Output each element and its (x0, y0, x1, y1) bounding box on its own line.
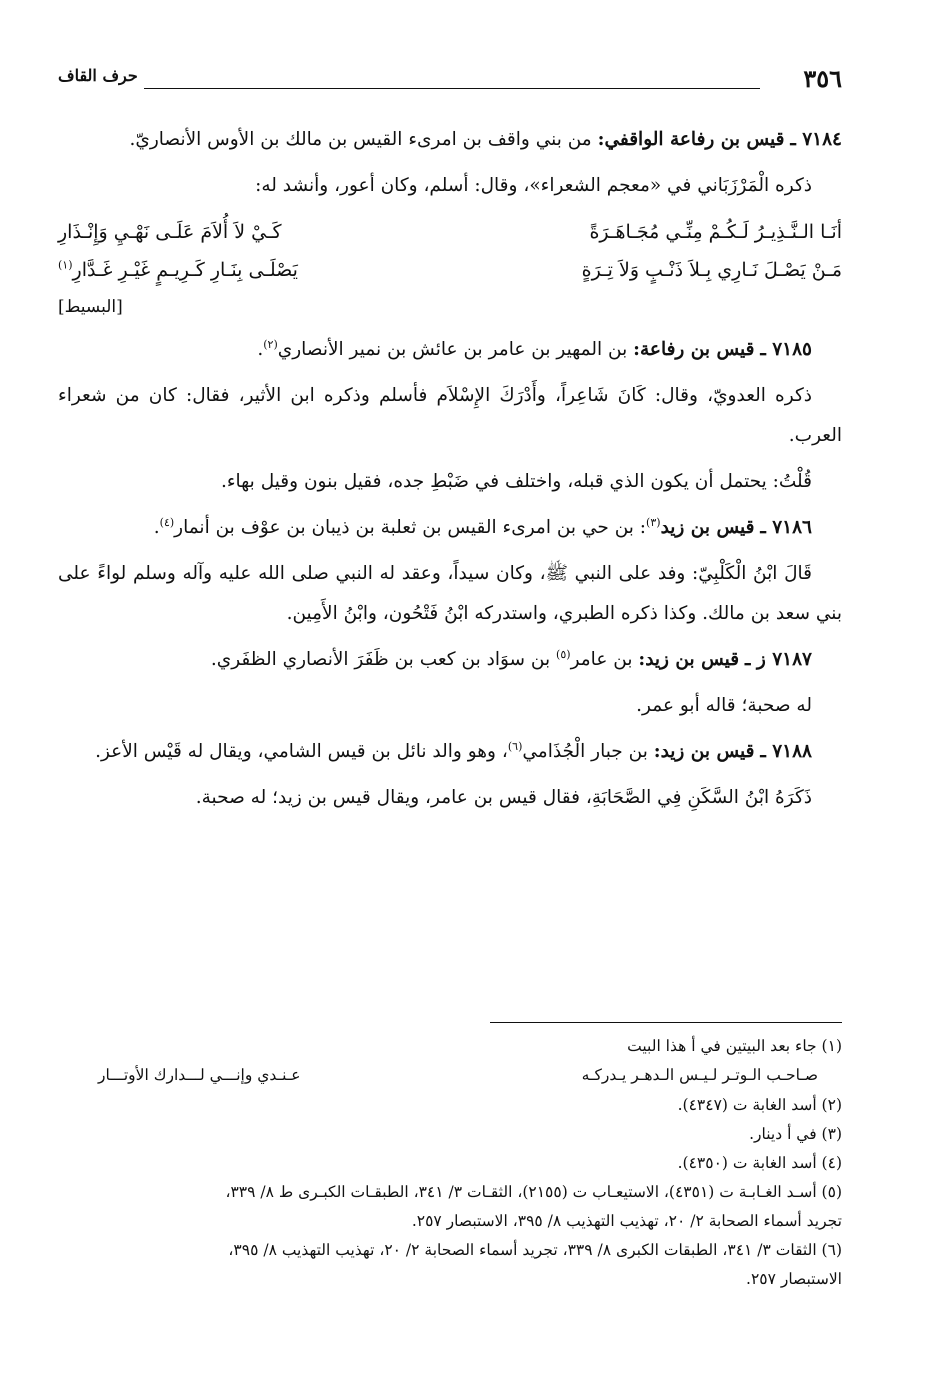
footnote-ref: (٤) (159, 515, 175, 529)
entry-7186-paragraph: قَالَ ابْنُ الْكَلْبِيّ: وفد على النبي ﷺ، وكان سيداً، وعقد له النبي صلى الله عليه وآله وسلم لواءً على بني سعد بن مالك. وكذا ذكره الطبري، واستدركه ابْنُ فَتْحُون، وابْنُ الأَمِين. (58, 563, 842, 624)
entry-text: بن المهير بن عامر بن عائش بن نمير الأنصاري (277, 339, 628, 360)
verse-hemistich: يَصْلَـى بِنَـارِ كَـرِيـمٍ غَيْـرِ غَـدَّارِ (72, 259, 298, 281)
entry-text: : بن حي بن امرىء القيس بن ثعلبة بن ذيبان بن عوْف بن أنمار (174, 517, 647, 538)
poem-verse (58, 212, 842, 252)
footnote-6: (٦) الثقات ٣/ ٣٤١، الطبقات الكبرى ٨/ ٣٣٩، تجريد أسماء الصحابة ٢/ ٢٠، تهذيب التهذيب ٨/ ٣٩٥، (228, 1241, 842, 1259)
entry-7187-paragraph: له صحبة؛ قاله أبو عمر. (636, 695, 812, 716)
footnote-rule (490, 1022, 842, 1023)
entry-text: بن جبار الْجُذَامي (522, 741, 648, 762)
entry-text: من بني واقف بن امرىء القيس بن مالك بن الأوس الأنصاريّ. (129, 129, 592, 150)
footnote-ref: (٦) (507, 739, 523, 753)
footnote-4: (٤) أسد الغابة ت (٤٣٥٠). (677, 1154, 842, 1172)
entry-number: ٧١٨٥ ـ (760, 339, 812, 360)
entry-name: قيس بن رفاعة الواقفي: (597, 129, 785, 150)
verse-hemistich-with-ref (58, 250, 418, 290)
entry-number: ٧١٨٧ ز ـ (745, 649, 812, 670)
poem-meter: [البسيط] (58, 297, 123, 317)
verse-hemistich: أنَـا الـنَّـذِيـرُ لَـكُـمْ مِنِّـي مُجَـاهَـرَةً (589, 221, 842, 243)
footnote-2: (٢) أسد الغابة ت (٤٣٤٧). (677, 1096, 842, 1114)
entry-number: ٧١٨٨ ـ (760, 741, 812, 762)
header-rule (144, 88, 760, 89)
poem-verse (58, 250, 842, 290)
verse-hemistich: صـاحـب الـوتـر لـيـس الـدهـر يـدركـه (581, 1066, 818, 1084)
footnote-6-continued: الاستبصار ٢٥٧. (746, 1270, 842, 1288)
main-text (58, 120, 842, 824)
entry-7185: ٧١٨٥ ـ قيس بن رفاعة: بن المهير بن عامر بن عائش بن نمير الأنصاري$^{(٢)}$. (257, 337, 812, 360)
footnote-ref: (١) (58, 258, 73, 272)
footnote-ref: (٢) (263, 337, 278, 351)
footnote-5-continued: تجريد أسماء الصحابة ٢/ ٢٠، تهذيب التهذيب ٨/ ٣٩٥، الاستبصار ٢٥٧. (411, 1212, 842, 1230)
verse-hemistich: مَـنْ يَصْـلَ نَـارِي بِـلاَ ذَنْـبٍ وَلاَ تِـرَةٍ (581, 259, 842, 281)
footnote-ref: (٣) (646, 515, 661, 529)
entry-7185-note: قُلْتُ: يحتمل أن يكون الذي قبله، واختلف في ضَبْطِ جده، فقيل بنون وقيل بهاء. (220, 471, 812, 492)
entry-name: قيس بن زيد: (653, 741, 755, 762)
entry-text: بن سوَاد بن كعب بن ظَفَرَ الأنصاري الظفَري. (210, 649, 551, 670)
entry-name: قيس بن زيد: (638, 649, 740, 670)
entry-7184-paragraph: ذكره الْمَرْزَبَاني في «معجم الشعراء»، وقال: أسلم، وكان أعور، وأنشد له: (255, 175, 812, 196)
page-header (58, 62, 842, 98)
footnote-verse (58, 1061, 842, 1091)
entry-7184 (58, 120, 842, 160)
footnote-1: (١) جاء بعد البيتين في أ هذا البيت (627, 1037, 842, 1055)
entry-7188 (58, 732, 842, 772)
page-number: ٣٥٦ (803, 64, 842, 93)
entry-7188-paragraph: ذَكَرَهُ ابْنُ السَّكَنِ فِي الصَّحَابَةِ، فقال قيس بن عامر، ويقال قيس بن زيد؛ له صحبة. (195, 787, 812, 808)
verse-hemistich: عـنـدي وإنـــي لـــدارك الأوتـــار (98, 1066, 301, 1084)
footnote-5: (٥) أسـد الغـابـة ت (٤٣٥١)، الاستيعـاب ت (٢١٥٥)، الثقـات ٣/ ٣٤١، الطبقـات الكبـرى ط ٨/ ٣٣٩، (225, 1183, 842, 1201)
entry-name: قيس بن زيد (660, 517, 755, 538)
entry-number: ٧١٨٤ ـ (790, 129, 842, 150)
entry-text: بن عامر (570, 649, 633, 670)
entry-7185-paragraph: ذكره العدويّ، وقال: كَانَ شَاعِراً، وأَدْرَكَ الإِسْلاَم فأسلم وذكره ابن الأثير، فقال: كان من شعراء العرب. (58, 385, 842, 446)
footnote-ref: (٥) (556, 647, 571, 661)
poem (58, 212, 842, 294)
entry-text: ، وهو والد نائل بن قيس الشامي، ويقال له قَيْس الأعز. (95, 741, 508, 762)
entry-number: ٧١٨٦ ـ (760, 517, 812, 538)
entry-7186: ٧١٨٦ ـ قيس بن زيد$^{(٣)}$: بن حي بن امرىء القيس بن ثعلبة بن ذيبان بن عوْف بن أنمار$^{(٤)}$. (153, 515, 812, 538)
entry-7187 (58, 640, 842, 680)
footnote-3: (٣) في أ دينار. (749, 1125, 842, 1143)
entry-name: قيس بن رفاعة: (633, 339, 755, 360)
footnotes (58, 1032, 842, 1294)
verse-hemistich: كَـيْ لاَ أُلاَمَ عَلَـى نَهْـيِ وَإِنْـذَارِ (58, 221, 282, 243)
running-title: حرف القاف (58, 66, 138, 85)
